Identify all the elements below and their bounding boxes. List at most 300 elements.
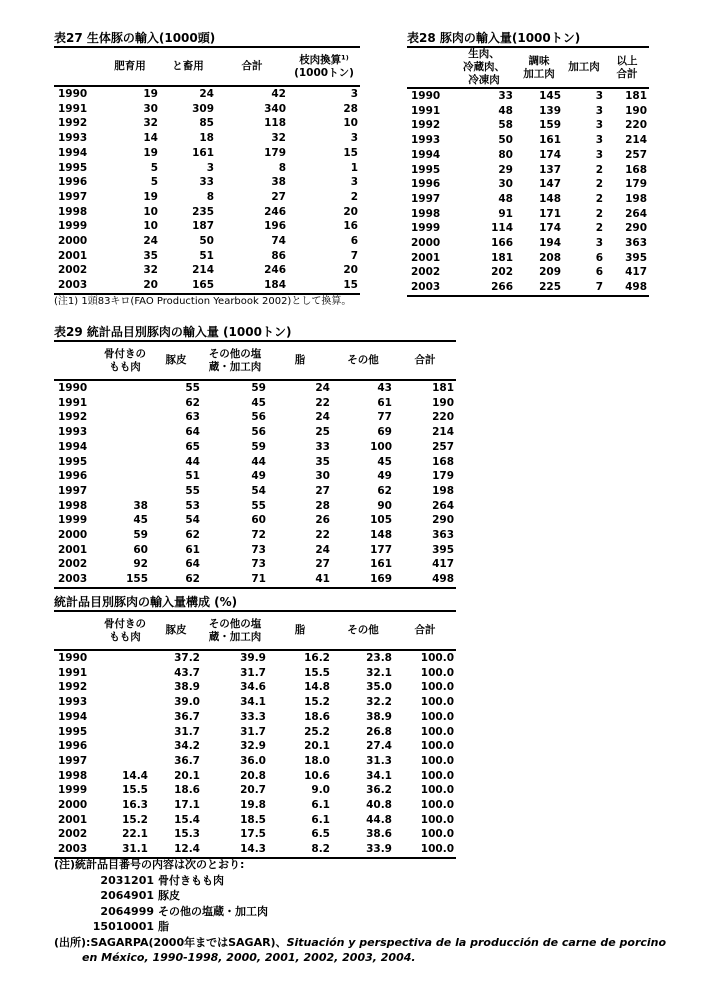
table-row [54, 190, 360, 205]
table-30-title: 統計品目別豚肉の輸入量構成 (%) [54, 595, 238, 609]
value-cell: 15.5 [304, 666, 330, 679]
value-cell: 100 [370, 440, 392, 453]
table-row [54, 263, 360, 278]
table-row [54, 528, 456, 543]
column-header [54, 341, 100, 380]
value-cell [100, 455, 150, 470]
value-cell: 33 [498, 90, 513, 102]
value-cell: 34.2 [174, 740, 200, 753]
value-cell: 161 [539, 134, 561, 147]
value-cell: 74 [271, 235, 286, 248]
year-cell: 1994 [58, 146, 88, 159]
value-cell: 498 [432, 573, 454, 586]
code-item [54, 904, 694, 920]
value-cell: 179 [264, 146, 286, 159]
value-cell: 62 [185, 529, 200, 542]
value-cell: 72 [251, 529, 266, 542]
value-cell: 61 [185, 543, 200, 556]
value-cell: 59 [251, 382, 266, 394]
value-cell: 220 [625, 119, 647, 132]
value-cell: 28 [315, 499, 330, 512]
table-row [54, 666, 456, 681]
table-row [54, 739, 456, 754]
value-cell: 290 [432, 514, 454, 527]
value-cell: 32 [143, 117, 158, 130]
year-cell: 1990 [58, 652, 88, 664]
table-row [407, 221, 649, 236]
value-cell: 48 [498, 104, 513, 117]
value-cell [100, 410, 150, 425]
value-cell [100, 725, 150, 740]
value-cell: 100.0 [420, 696, 454, 709]
table-row [54, 754, 456, 769]
column-header: 骨付きの もも肉 [104, 347, 146, 373]
code-list [54, 873, 694, 935]
value-cell: 363 [625, 237, 647, 250]
value-cell: 20.1 [174, 769, 200, 782]
table-row [54, 396, 456, 411]
value-cell: 91 [498, 207, 513, 220]
year-cell: 1998 [58, 769, 88, 782]
value-cell: 32.2 [366, 696, 392, 709]
table-row [54, 146, 360, 161]
value-cell: 264 [625, 207, 647, 220]
year-cell: 1998 [411, 207, 441, 220]
column-header: 生肉、 冷蔵肉、 冷凍肉 [463, 48, 505, 86]
value-cell: 86 [271, 249, 286, 262]
value-cell: 85 [199, 117, 214, 130]
value-cell: 5 [150, 161, 158, 174]
column-header: 以上 合計 [616, 54, 638, 80]
table-row [54, 513, 456, 528]
value-cell: 209 [539, 266, 561, 279]
value-cell: 196 [264, 220, 286, 233]
table-28-title: 表28 豚肉の輸入量(1000トン) [407, 31, 581, 45]
value-cell: 10.6 [304, 769, 330, 782]
value-cell: 3 [595, 90, 603, 102]
year-cell: 1997 [411, 192, 441, 205]
value-cell: 3 [350, 176, 358, 189]
value-cell: 56 [251, 411, 266, 424]
table-27-note: (注1) 1頭83キロ(FAO Production Yearbook 2002)として換算。 [54, 295, 352, 307]
year-cell: 1997 [58, 754, 88, 767]
value-cell: 34.1 [240, 696, 266, 709]
table-row [54, 798, 456, 813]
value-cell: 44.8 [366, 813, 392, 826]
table-row [54, 440, 456, 455]
value-cell: 169 [370, 573, 392, 586]
value-cell: 105 [370, 514, 392, 527]
table-28-block [407, 30, 649, 297]
value-cell [100, 380, 150, 396]
value-cell: 179 [625, 178, 647, 191]
value-cell: 40.8 [366, 799, 392, 812]
value-cell: 395 [625, 251, 647, 264]
year-cell: 1999 [58, 784, 88, 797]
value-cell: 417 [625, 266, 647, 279]
table-row [54, 769, 456, 784]
value-cell [100, 469, 150, 484]
table-27 [54, 46, 360, 295]
value-cell [100, 739, 150, 754]
table-30 [54, 610, 456, 859]
year-cell: 1991 [58, 102, 88, 115]
table-row [54, 234, 360, 249]
year-cell: 2001 [58, 249, 88, 262]
value-cell: 181 [491, 251, 513, 264]
source-prefix: (出所):SAGARPA(2000年まではSAGAR)、 [54, 935, 287, 949]
table-row [54, 827, 456, 842]
column-header: 脂 [294, 624, 306, 636]
column-header [54, 47, 100, 86]
year-cell: 1999 [58, 514, 88, 527]
value-cell: 55 [185, 484, 200, 497]
value-cell: 100.0 [420, 784, 454, 797]
value-cell: 174 [539, 148, 561, 161]
value-cell: 6.1 [311, 799, 330, 812]
table-row [54, 161, 360, 176]
value-cell: 24 [199, 88, 214, 100]
value-cell: 2 [595, 178, 603, 191]
value-cell: 100.0 [420, 666, 454, 679]
table-row [407, 88, 649, 104]
table-28 [407, 46, 649, 297]
value-cell: 100.0 [420, 828, 454, 841]
column-header: 合計 [241, 60, 263, 72]
value-cell: 23.8 [366, 652, 392, 664]
table-row [54, 725, 456, 740]
year-cell: 1993 [58, 132, 88, 145]
value-cell: 35 [315, 455, 330, 468]
value-cell: 25 [315, 426, 330, 439]
column-header: その他の塩 蔵・加工肉 [208, 347, 262, 373]
table-row [54, 484, 456, 499]
value-cell: 177 [370, 543, 392, 556]
year-cell: 1991 [58, 666, 88, 679]
year-cell: 1993 [411, 134, 441, 147]
value-cell: 2 [595, 222, 603, 235]
value-cell: 62 [185, 396, 200, 409]
value-cell: 53 [185, 499, 200, 512]
value-cell: 15.2 [122, 813, 148, 826]
value-cell: 64 [185, 558, 200, 571]
value-cell: 190 [432, 396, 454, 409]
value-cell: 51 [185, 470, 200, 483]
value-cell: 19 [143, 146, 158, 159]
value-cell: 184 [264, 279, 286, 292]
value-cell: 18.6 [174, 784, 200, 797]
value-cell: 27 [271, 190, 286, 203]
value-cell: 24 [315, 543, 330, 556]
value-cell: 73 [251, 543, 266, 556]
value-cell: 171 [539, 207, 561, 220]
value-cell: 3 [350, 88, 358, 100]
value-cell: 69 [377, 426, 392, 439]
value-cell: 137 [539, 163, 561, 176]
code-label: 脂 [158, 920, 169, 933]
value-cell: 6 [595, 266, 603, 279]
year-cell: 2001 [58, 813, 88, 826]
value-cell: 6.5 [311, 828, 330, 841]
column-header: 肥育用 [114, 60, 146, 72]
value-cell: 48 [498, 192, 513, 205]
column-header: 脂 [294, 354, 306, 366]
value-cell: 3 [595, 148, 603, 161]
value-cell: 38.6 [366, 828, 392, 841]
table-row [54, 813, 456, 828]
value-cell [100, 710, 150, 725]
value-cell: 58 [498, 119, 513, 132]
value-cell: 168 [625, 163, 647, 176]
value-cell: 16.3 [122, 799, 148, 812]
value-cell: 8.2 [311, 843, 330, 856]
table-29 [54, 340, 456, 589]
value-cell [100, 484, 150, 499]
year-cell: 1999 [58, 220, 88, 233]
value-cell: 36.2 [366, 784, 392, 797]
year-cell: 1997 [58, 484, 88, 497]
column-header [54, 611, 100, 650]
value-cell: 63 [185, 411, 200, 424]
value-cell: 179 [432, 470, 454, 483]
value-cell [100, 680, 150, 695]
value-cell: 54 [251, 484, 266, 497]
value-cell: 148 [370, 529, 392, 542]
value-cell: 31.3 [366, 754, 392, 767]
table-row [54, 425, 456, 440]
value-cell: 22 [315, 396, 330, 409]
value-cell: 2 [595, 163, 603, 176]
value-cell: 27 [315, 558, 330, 571]
value-cell: 19 [143, 88, 158, 100]
value-cell: 417 [432, 558, 454, 571]
value-cell: 60 [133, 543, 148, 556]
table-row [54, 205, 360, 220]
column-header: 枝肉換算¹⁾ (1000トン) [294, 53, 354, 79]
year-cell: 1994 [58, 710, 88, 723]
table-27-title: 表27 生体豚の輸入(1000頭) [54, 31, 216, 45]
value-cell: 10 [343, 117, 358, 130]
table-row [54, 131, 360, 146]
value-cell: 60 [251, 514, 266, 527]
value-cell [100, 666, 150, 681]
value-cell: 20 [343, 264, 358, 277]
table-row [54, 650, 456, 666]
table-row [54, 102, 360, 117]
table-row [54, 469, 456, 484]
value-cell: 22.1 [122, 828, 148, 841]
value-cell: 198 [625, 192, 647, 205]
year-cell: 1992 [58, 117, 88, 130]
table-row [407, 265, 649, 280]
footer-note-head: (注)統計品目番号の内容は次のとおり: [54, 858, 245, 871]
year-cell: 1996 [58, 470, 88, 483]
table-row [54, 380, 456, 396]
value-cell: 56 [251, 426, 266, 439]
table-row [407, 133, 649, 148]
table-row [54, 572, 456, 588]
value-cell: 19.8 [240, 799, 266, 812]
value-cell: 100.0 [420, 843, 454, 856]
value-cell: 39.9 [240, 652, 266, 664]
table-row [407, 118, 649, 133]
value-cell: 15.2 [304, 696, 330, 709]
value-cell: 3 [595, 119, 603, 132]
value-cell: 15 [343, 146, 358, 159]
table-row [407, 251, 649, 266]
value-cell: 16.2 [304, 652, 330, 664]
table-row [407, 192, 649, 207]
value-cell: 309 [192, 102, 214, 115]
value-cell: 208 [539, 251, 561, 264]
column-header: 加工肉 [568, 61, 600, 73]
table-27-block [54, 30, 360, 308]
table-row [407, 163, 649, 178]
value-cell: 2 [595, 192, 603, 205]
code-number: 2031201 [100, 873, 154, 887]
value-cell: 257 [625, 148, 647, 161]
table-row [54, 175, 360, 190]
value-cell: 187 [192, 220, 214, 233]
code-item [54, 888, 694, 904]
value-cell: 290 [625, 222, 647, 235]
year-cell: 1990 [58, 88, 88, 100]
table-row [54, 116, 360, 131]
value-cell: 55 [185, 382, 200, 394]
value-cell: 36.7 [174, 710, 200, 723]
value-cell [100, 695, 150, 710]
year-cell: 2001 [411, 251, 441, 264]
value-cell: 22 [315, 529, 330, 542]
value-cell: 42 [271, 88, 286, 100]
table-row [54, 455, 456, 470]
value-cell: 38 [133, 499, 148, 512]
value-cell: 363 [432, 529, 454, 542]
table-row [54, 249, 360, 264]
value-cell: 32.1 [366, 666, 392, 679]
value-cell: 71 [251, 573, 266, 586]
value-cell: 39.0 [174, 696, 200, 709]
column-header: 合計 [414, 354, 436, 366]
value-cell: 80 [498, 148, 513, 161]
value-cell: 25.2 [304, 725, 330, 738]
value-cell: 159 [539, 119, 561, 132]
value-cell: 198 [432, 484, 454, 497]
value-cell: 114 [491, 222, 513, 235]
table-row [54, 543, 456, 558]
value-cell: 264 [432, 499, 454, 512]
value-cell: 220 [432, 411, 454, 424]
value-cell: 7 [595, 281, 603, 294]
column-header: 骨付きの もも肉 [104, 617, 146, 643]
code-number: 2064999 [100, 904, 154, 918]
value-cell: 12.4 [174, 843, 200, 856]
value-cell: 10 [143, 220, 158, 233]
value-cell: 100.0 [420, 813, 454, 826]
column-header: 豚皮 [165, 624, 187, 636]
value-cell: 49 [377, 470, 392, 483]
value-cell: 32 [143, 264, 158, 277]
year-cell: 1992 [58, 411, 88, 424]
value-cell: 202 [491, 266, 513, 279]
year-cell: 1994 [411, 148, 441, 161]
value-cell: 62 [185, 573, 200, 586]
value-cell: 18.5 [240, 813, 266, 826]
value-cell: 59 [133, 529, 148, 542]
year-cell: 1995 [58, 455, 88, 468]
value-cell: 44 [185, 455, 200, 468]
code-label: その他の塩蔵・加工肉 [158, 904, 268, 918]
value-cell: 7 [350, 249, 358, 262]
value-cell: 6 [350, 235, 358, 248]
value-cell: 37.2 [174, 652, 200, 664]
value-cell: 18.0 [304, 754, 330, 767]
value-cell [100, 754, 150, 769]
table-row [407, 177, 649, 192]
year-cell: 2000 [58, 235, 88, 248]
value-cell: 20 [343, 205, 358, 218]
source-line [54, 935, 694, 951]
value-cell: 38 [271, 176, 286, 189]
value-cell: 30 [315, 470, 330, 483]
value-cell: 34.1 [366, 769, 392, 782]
code-label: 骨付きもも肉 [158, 873, 224, 887]
value-cell: 20.7 [240, 784, 266, 797]
value-cell: 33 [315, 440, 330, 453]
value-cell: 55 [251, 499, 266, 512]
year-cell: 2003 [411, 281, 441, 294]
value-cell: 54 [185, 514, 200, 527]
value-cell: 14.3 [240, 843, 266, 856]
value-cell: 26 [315, 514, 330, 527]
value-cell: 33.3 [240, 710, 266, 723]
value-cell: 395 [432, 543, 454, 556]
column-header: 豚皮 [165, 354, 187, 366]
value-cell: 266 [491, 281, 513, 294]
value-cell: 38.9 [366, 710, 392, 723]
value-cell: 27.4 [366, 740, 392, 753]
value-cell: 44 [251, 455, 266, 468]
table-row [407, 148, 649, 163]
value-cell: 100.0 [420, 725, 454, 738]
value-cell: 35 [143, 249, 158, 262]
value-cell: 166 [491, 237, 513, 250]
value-cell: 14 [143, 132, 158, 145]
value-cell: 155 [126, 573, 148, 586]
value-cell: 24 [315, 382, 330, 394]
value-cell: 214 [432, 426, 454, 439]
table-row [407, 207, 649, 222]
value-cell: 45 [377, 455, 392, 468]
year-cell: 2003 [58, 843, 88, 856]
footer-notes [54, 857, 694, 966]
column-header: 合計 [414, 624, 436, 636]
table-row [54, 783, 456, 798]
value-cell: 15.5 [122, 784, 148, 797]
value-cell: 24 [143, 235, 158, 248]
value-cell: 3 [206, 161, 214, 174]
table-row [407, 104, 649, 119]
code-label: 豚皮 [158, 889, 180, 902]
value-cell: 1 [350, 161, 358, 174]
table-row [54, 86, 360, 102]
column-header: 調味 加工肉 [523, 54, 555, 80]
value-cell: 14.4 [122, 769, 148, 782]
value-cell: 225 [539, 281, 561, 294]
value-cell: 100.0 [420, 710, 454, 723]
value-cell: 139 [539, 104, 561, 117]
code-item [54, 919, 694, 935]
